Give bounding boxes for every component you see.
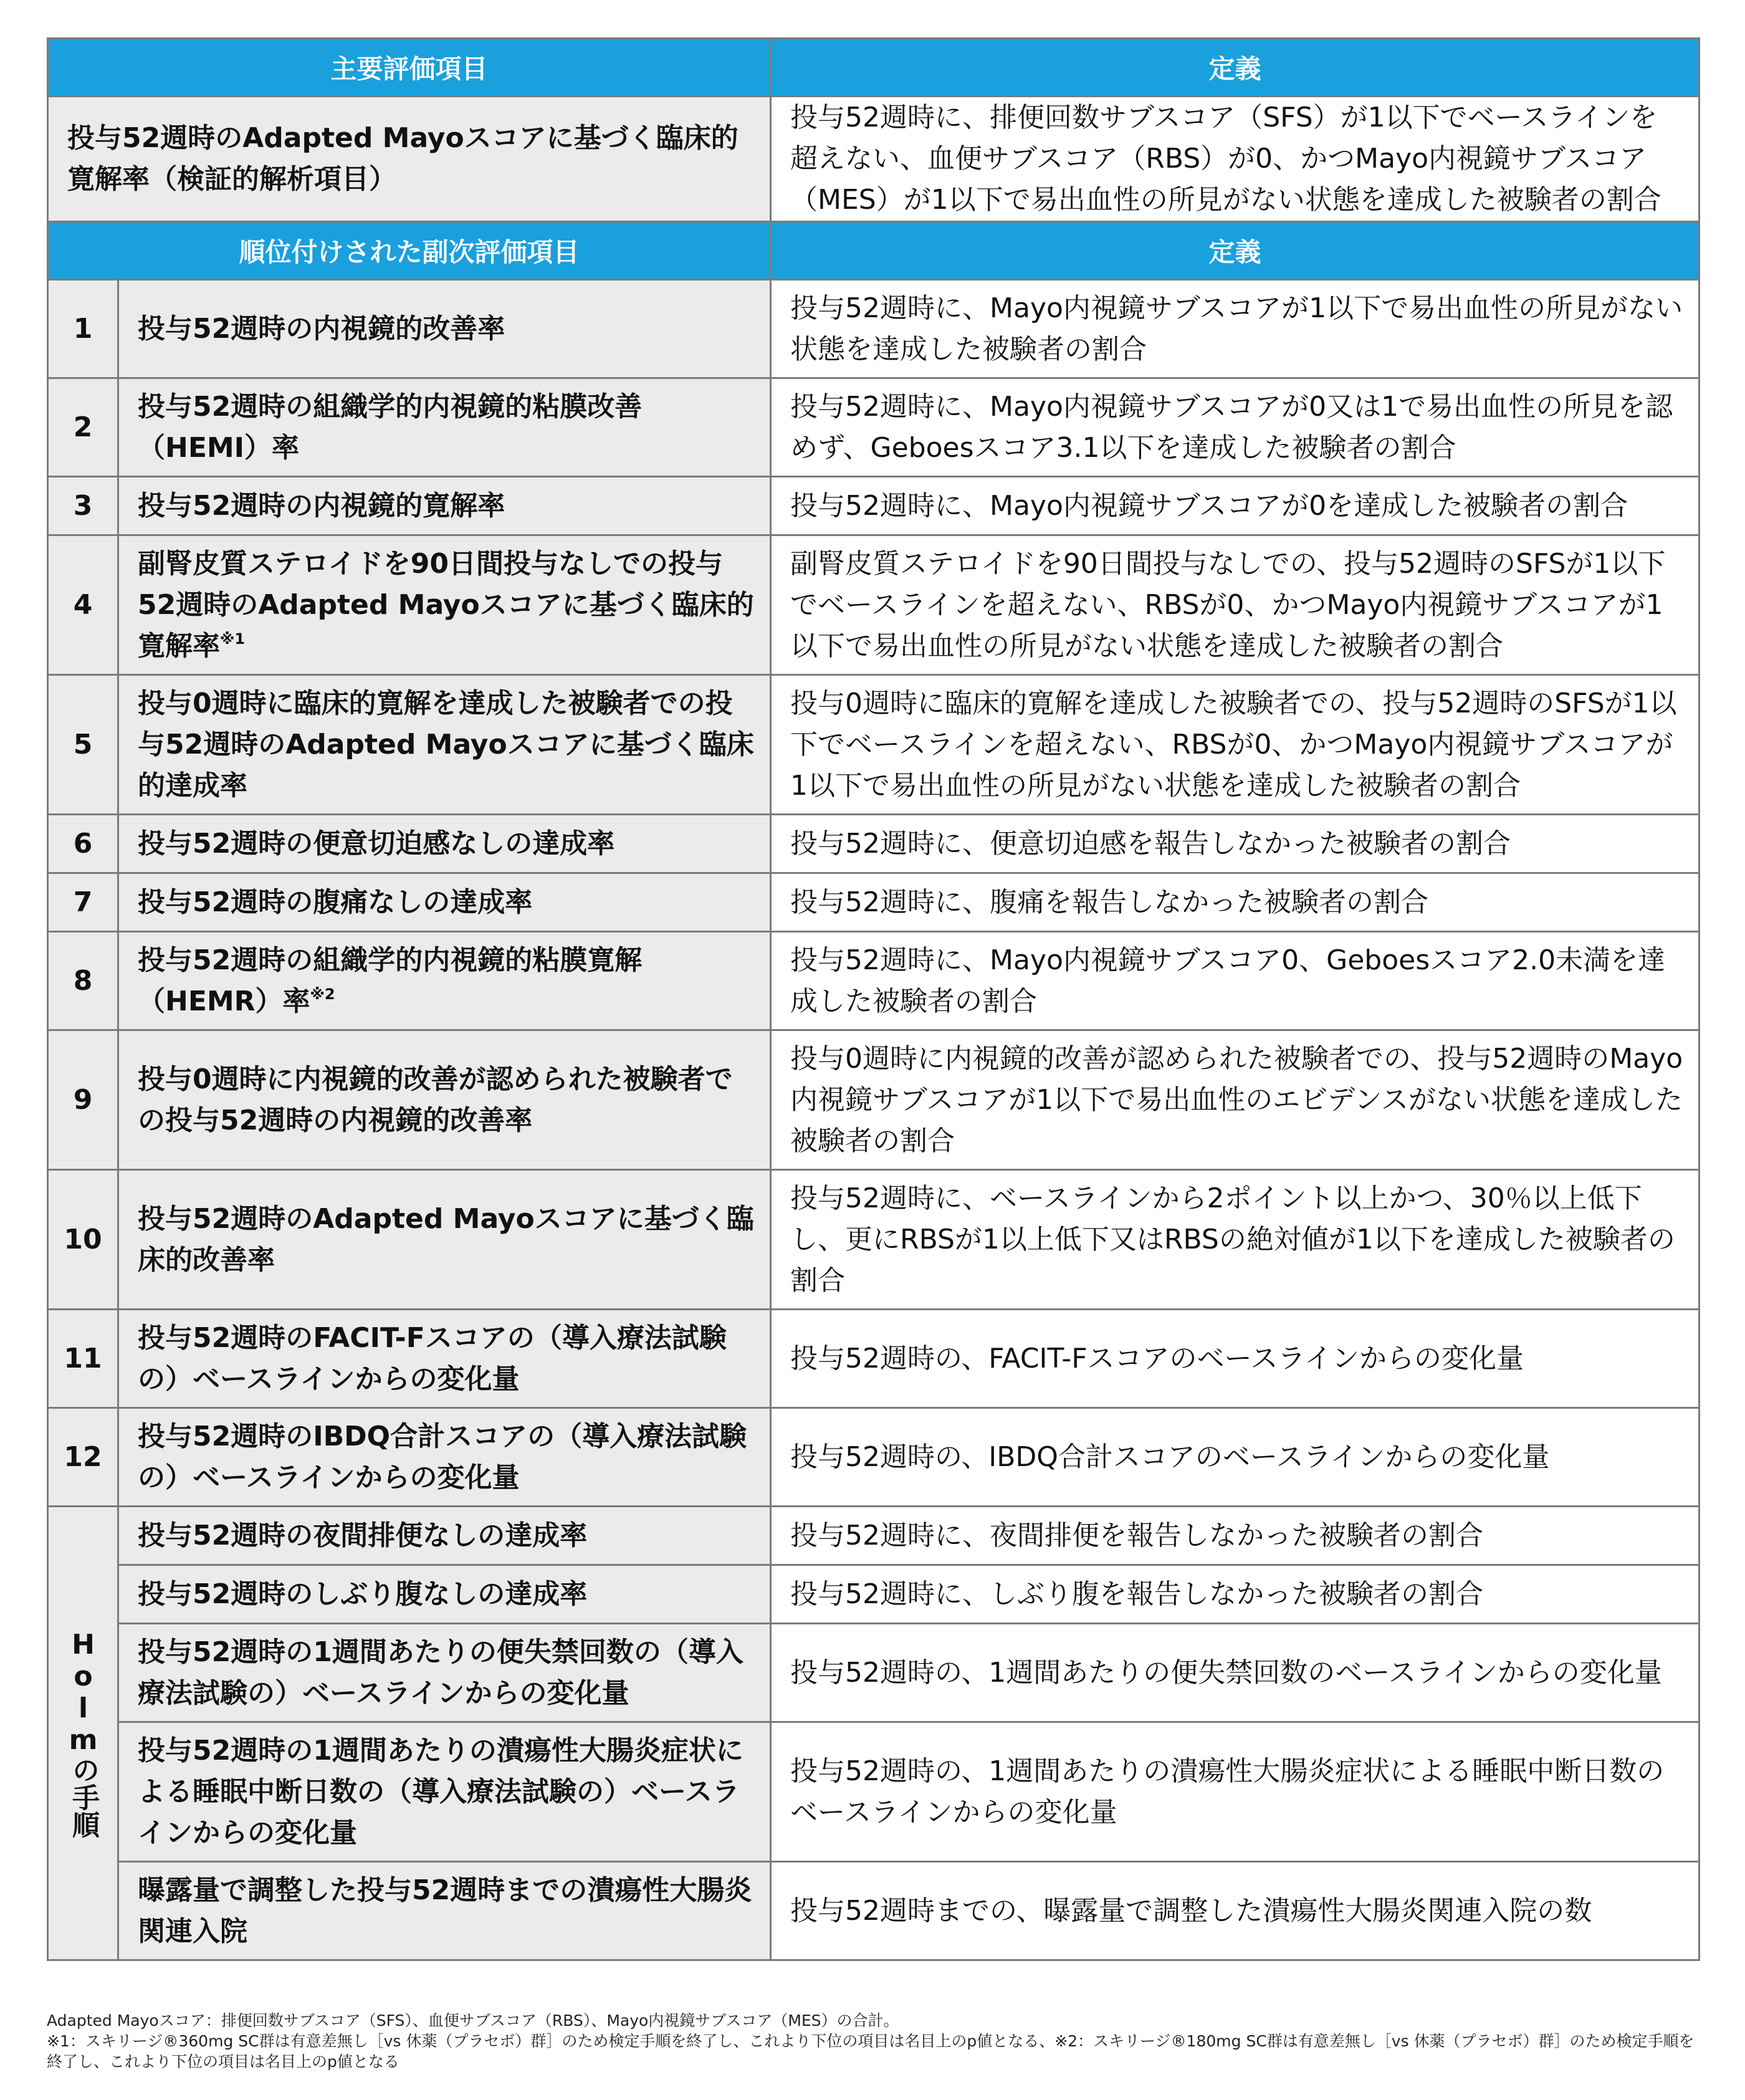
endpoint-rank: 8 [48, 932, 118, 1030]
secondary-row [48, 1408, 1700, 1507]
holm-row [48, 1507, 1700, 1565]
endpoint-definition: 投与0週時に臨床的寛解を達成した被験者での、投与52週時のSFSが1以下でベースラインを超えない、RBSが0、かつMayo内視鏡サブスコアが1以下で易出血性の所見がない状態を達成した被験者の割合 [771, 675, 1700, 815]
secondary-row [48, 1030, 1700, 1170]
endpoint-definition: 投与52週時に、Mayo内視鏡サブスコアが0を達成した被験者の割合 [771, 477, 1700, 535]
endpoint-rank: 5 [48, 675, 118, 815]
endpoint-label [118, 535, 771, 675]
endpoint-label [118, 1030, 771, 1170]
endpoint-definition: 投与52週時の、IBDQ合計スコアのベースラインからの変化量 [771, 1408, 1700, 1507]
endpoint-rank: 6 [48, 815, 118, 873]
endpoint-label [118, 1310, 771, 1408]
endpoint-definition: 投与52週時に、ベースラインから2ポイント以上かつ、30％以上低下し、更にRBSが1以上低下又はRBSの絶対値が1以下を達成した被験者の割合 [771, 1170, 1700, 1310]
endpoint-label-text: 副腎皮質ステロイドを90日間投与なしでの投与52週時のAdapted Mayoスコアに基づく臨床的寛解率 [138, 547, 754, 662]
secondary-row [48, 1310, 1700, 1408]
endpoint-rank: 10 [48, 1170, 118, 1310]
primary-row [48, 97, 1700, 222]
holm-row [48, 1722, 1700, 1862]
endpoint-label-text: 投与52週時の内視鏡的改善率 [138, 312, 505, 345]
endpoint-label [118, 675, 771, 815]
footnotes [47, 2010, 1698, 2072]
secondary-row [48, 1170, 1700, 1310]
secondary-row [48, 675, 1700, 815]
endpoint-label-text: 投与52週時のIBDQ合計スコアの（導入療法試験の）ベースラインからの変化量 [138, 1420, 747, 1493]
footnote-notes: ※1：スキリージ®360mg SC群は有意差無し［vs 休薬（プラセボ）群］のため検定手順を終了し、これより下位の項目は名目上のp値となる、※2：スキリージ®180mg SC群は有意差無し［vs 休薬（プラセボ）群］のため検定手順を終了し、これより下位の項目は名目上のp値となる [47, 2032, 1695, 2071]
holm-procedure-label [48, 1507, 118, 1960]
endpoint-definition: 投与0週時に内視鏡的改善が認められた被験者での、投与52週時のMayo内視鏡サブスコアが1以下で易出血性のエビデンスがない状態を達成した被験者の割合 [771, 1030, 1700, 1170]
endpoint-label-text: 投与0週時に内視鏡的改善が認められた被験者での投与52週時の内視鏡的改善率 [138, 1063, 733, 1136]
secondary-row [48, 873, 1700, 932]
holm-endpoint-definition: 投与52週時の、1週間あたりの便失禁回数のベースラインからの変化量 [771, 1624, 1700, 1722]
endpoint-rank: 4 [48, 535, 118, 675]
endpoint-label [118, 1170, 771, 1310]
secondary-row [48, 280, 1700, 378]
endpoint-label-text: 投与52週時の組織学的内視鏡的粘膜改善（HEMI）率 [138, 390, 643, 464]
secondary-row [48, 815, 1700, 873]
primary-header-item: 主要評価項目 [48, 39, 771, 97]
endpoint-label-text: 投与0週時に臨床的寛解を達成した被験者での投与52週時のAdapted Mayoスコアに基づく臨床的達成率 [138, 687, 754, 802]
holm-row [48, 1862, 1700, 1960]
endpoint-label-text: 投与52週時のAdapted Mayoスコアに基づく臨床的改善率 [138, 1202, 754, 1276]
secondary-header-item: 順位付けされた副次評価項目 [48, 222, 771, 280]
holm-endpoint-label: 投与52週時の夜間排便なしの達成率 [118, 1507, 771, 1565]
endpoint-rank: 12 [48, 1408, 118, 1507]
endpoints-table-container [47, 37, 1698, 1961]
holm-procedure-text: Holmの手順 [67, 1628, 99, 1838]
endpoint-definition: 投与52週時の、FACIT-Fスコアのベースラインからの変化量 [771, 1310, 1700, 1408]
endpoint-label [118, 873, 771, 932]
endpoint-label [118, 1408, 771, 1507]
primary-header-row [48, 39, 1700, 97]
footnote-marker: ※1 [220, 630, 246, 648]
secondary-row [48, 932, 1700, 1030]
endpoint-label [118, 477, 771, 535]
endpoint-label-text: 投与52週時のFACIT-Fスコアの（導入療法試験の）ベースラインからの変化量 [138, 1321, 727, 1395]
endpoint-definition: 副腎皮質ステロイドを90日間投与なしでの、投与52週時のSFSが1以下でベースラインを超えない、RBSが0、かつMayo内視鏡サブスコアが1以下で易出血性の所見がない状態を達成した被験者の割合 [771, 535, 1700, 675]
endpoint-label-text: 投与52週時の便意切迫感なしの達成率 [138, 827, 615, 860]
footnote-abbreviation: Adapted Mayoスコア：排便回数サブスコア（SFS）、血便サブスコア（RBS）、Mayo内視鏡サブスコア（MES）の合計。 [47, 2011, 899, 2030]
secondary-row [48, 378, 1700, 477]
secondary-row [48, 535, 1700, 675]
holm-endpoint-definition: 投与52週時の、1週間あたりの潰瘍性大腸炎症状による睡眠中断日数のベースラインからの変化量 [771, 1722, 1700, 1862]
endpoint-label-text: 投与52週時の内視鏡的寛解率 [138, 489, 505, 522]
endpoints-table [47, 37, 1700, 1961]
endpoint-definition: 投与52週時に、腹痛を報告しなかった被験者の割合 [771, 873, 1700, 932]
endpoint-label [118, 815, 771, 873]
endpoint-definition: 投与52週時に、便意切迫感を報告しなかった被験者の割合 [771, 815, 1700, 873]
endpoint-rank: 11 [48, 1310, 118, 1408]
holm-endpoint-label: 投与52週時のしぶり腹なしの達成率 [118, 1565, 771, 1624]
primary-header-definition: 定義 [771, 39, 1700, 97]
secondary-row [48, 477, 1700, 535]
endpoint-rank: 1 [48, 280, 118, 378]
endpoint-label-text: 投与52週時の組織学的内視鏡的粘膜寛解（HEMR）率 [138, 944, 643, 1017]
endpoint-label [118, 280, 771, 378]
holm-endpoint-definition: 投与52週時までの、曝露量で調整した潰瘍性大腸炎関連入院の数 [771, 1862, 1700, 1960]
endpoint-rank: 3 [48, 477, 118, 535]
holm-row [48, 1565, 1700, 1624]
endpoint-label [118, 932, 771, 1030]
secondary-header-definition: 定義 [771, 222, 1700, 280]
endpoint-definition: 投与52週時に、Mayo内視鏡サブスコア0、Geboesスコア2.0未満を達成した被験者の割合 [771, 932, 1700, 1030]
holm-endpoint-label: 曝露量で調整した投与52週時までの潰瘍性大腸炎関連入院 [118, 1862, 771, 1960]
holm-endpoint-definition: 投与52週時に、夜間排便を報告しなかった被験者の割合 [771, 1507, 1700, 1565]
endpoint-definition: 投与52週時に、Mayo内視鏡サブスコアが0又は1で易出血性の所見を認めず、Geboesスコア3.1以下を達成した被験者の割合 [771, 378, 1700, 477]
endpoint-rank: 2 [48, 378, 118, 477]
endpoint-rank: 9 [48, 1030, 118, 1170]
primary-endpoint-label: 投与52週時のAdapted Mayoスコアに基づく臨床的寛解率（検証的解析項目） [48, 97, 771, 222]
endpoint-label-text: 投与52週時の腹痛なしの達成率 [138, 886, 533, 918]
holm-row [48, 1624, 1700, 1722]
secondary-header-row [48, 222, 1700, 280]
footnote-marker: ※2 [310, 985, 335, 1003]
holm-endpoint-label: 投与52週時の1週間あたりの便失禁回数の（導入療法試験の）ベースラインからの変化量 [118, 1624, 771, 1722]
primary-endpoint-definition: 投与52週時に、排便回数サブスコア（SFS）が1以下でベースラインを超えない、血便サブスコア（RBS）が0、かつMayo内視鏡サブスコア（MES）が1以下で易出血性の所見がない状態を達成した被験者の割合 [771, 97, 1700, 222]
endpoint-label [118, 378, 771, 477]
endpoint-definition: 投与52週時に、Mayo内視鏡サブスコアが1以下で易出血性の所見がない状態を達成した被験者の割合 [771, 280, 1700, 378]
endpoint-rank: 7 [48, 873, 118, 932]
holm-endpoint-label: 投与52週時の1週間あたりの潰瘍性大腸炎症状による睡眠中断日数の（導入療法試験の）ベースラインからの変化量 [118, 1722, 771, 1862]
holm-endpoint-definition: 投与52週時に、しぶり腹を報告しなかった被験者の割合 [771, 1565, 1700, 1624]
